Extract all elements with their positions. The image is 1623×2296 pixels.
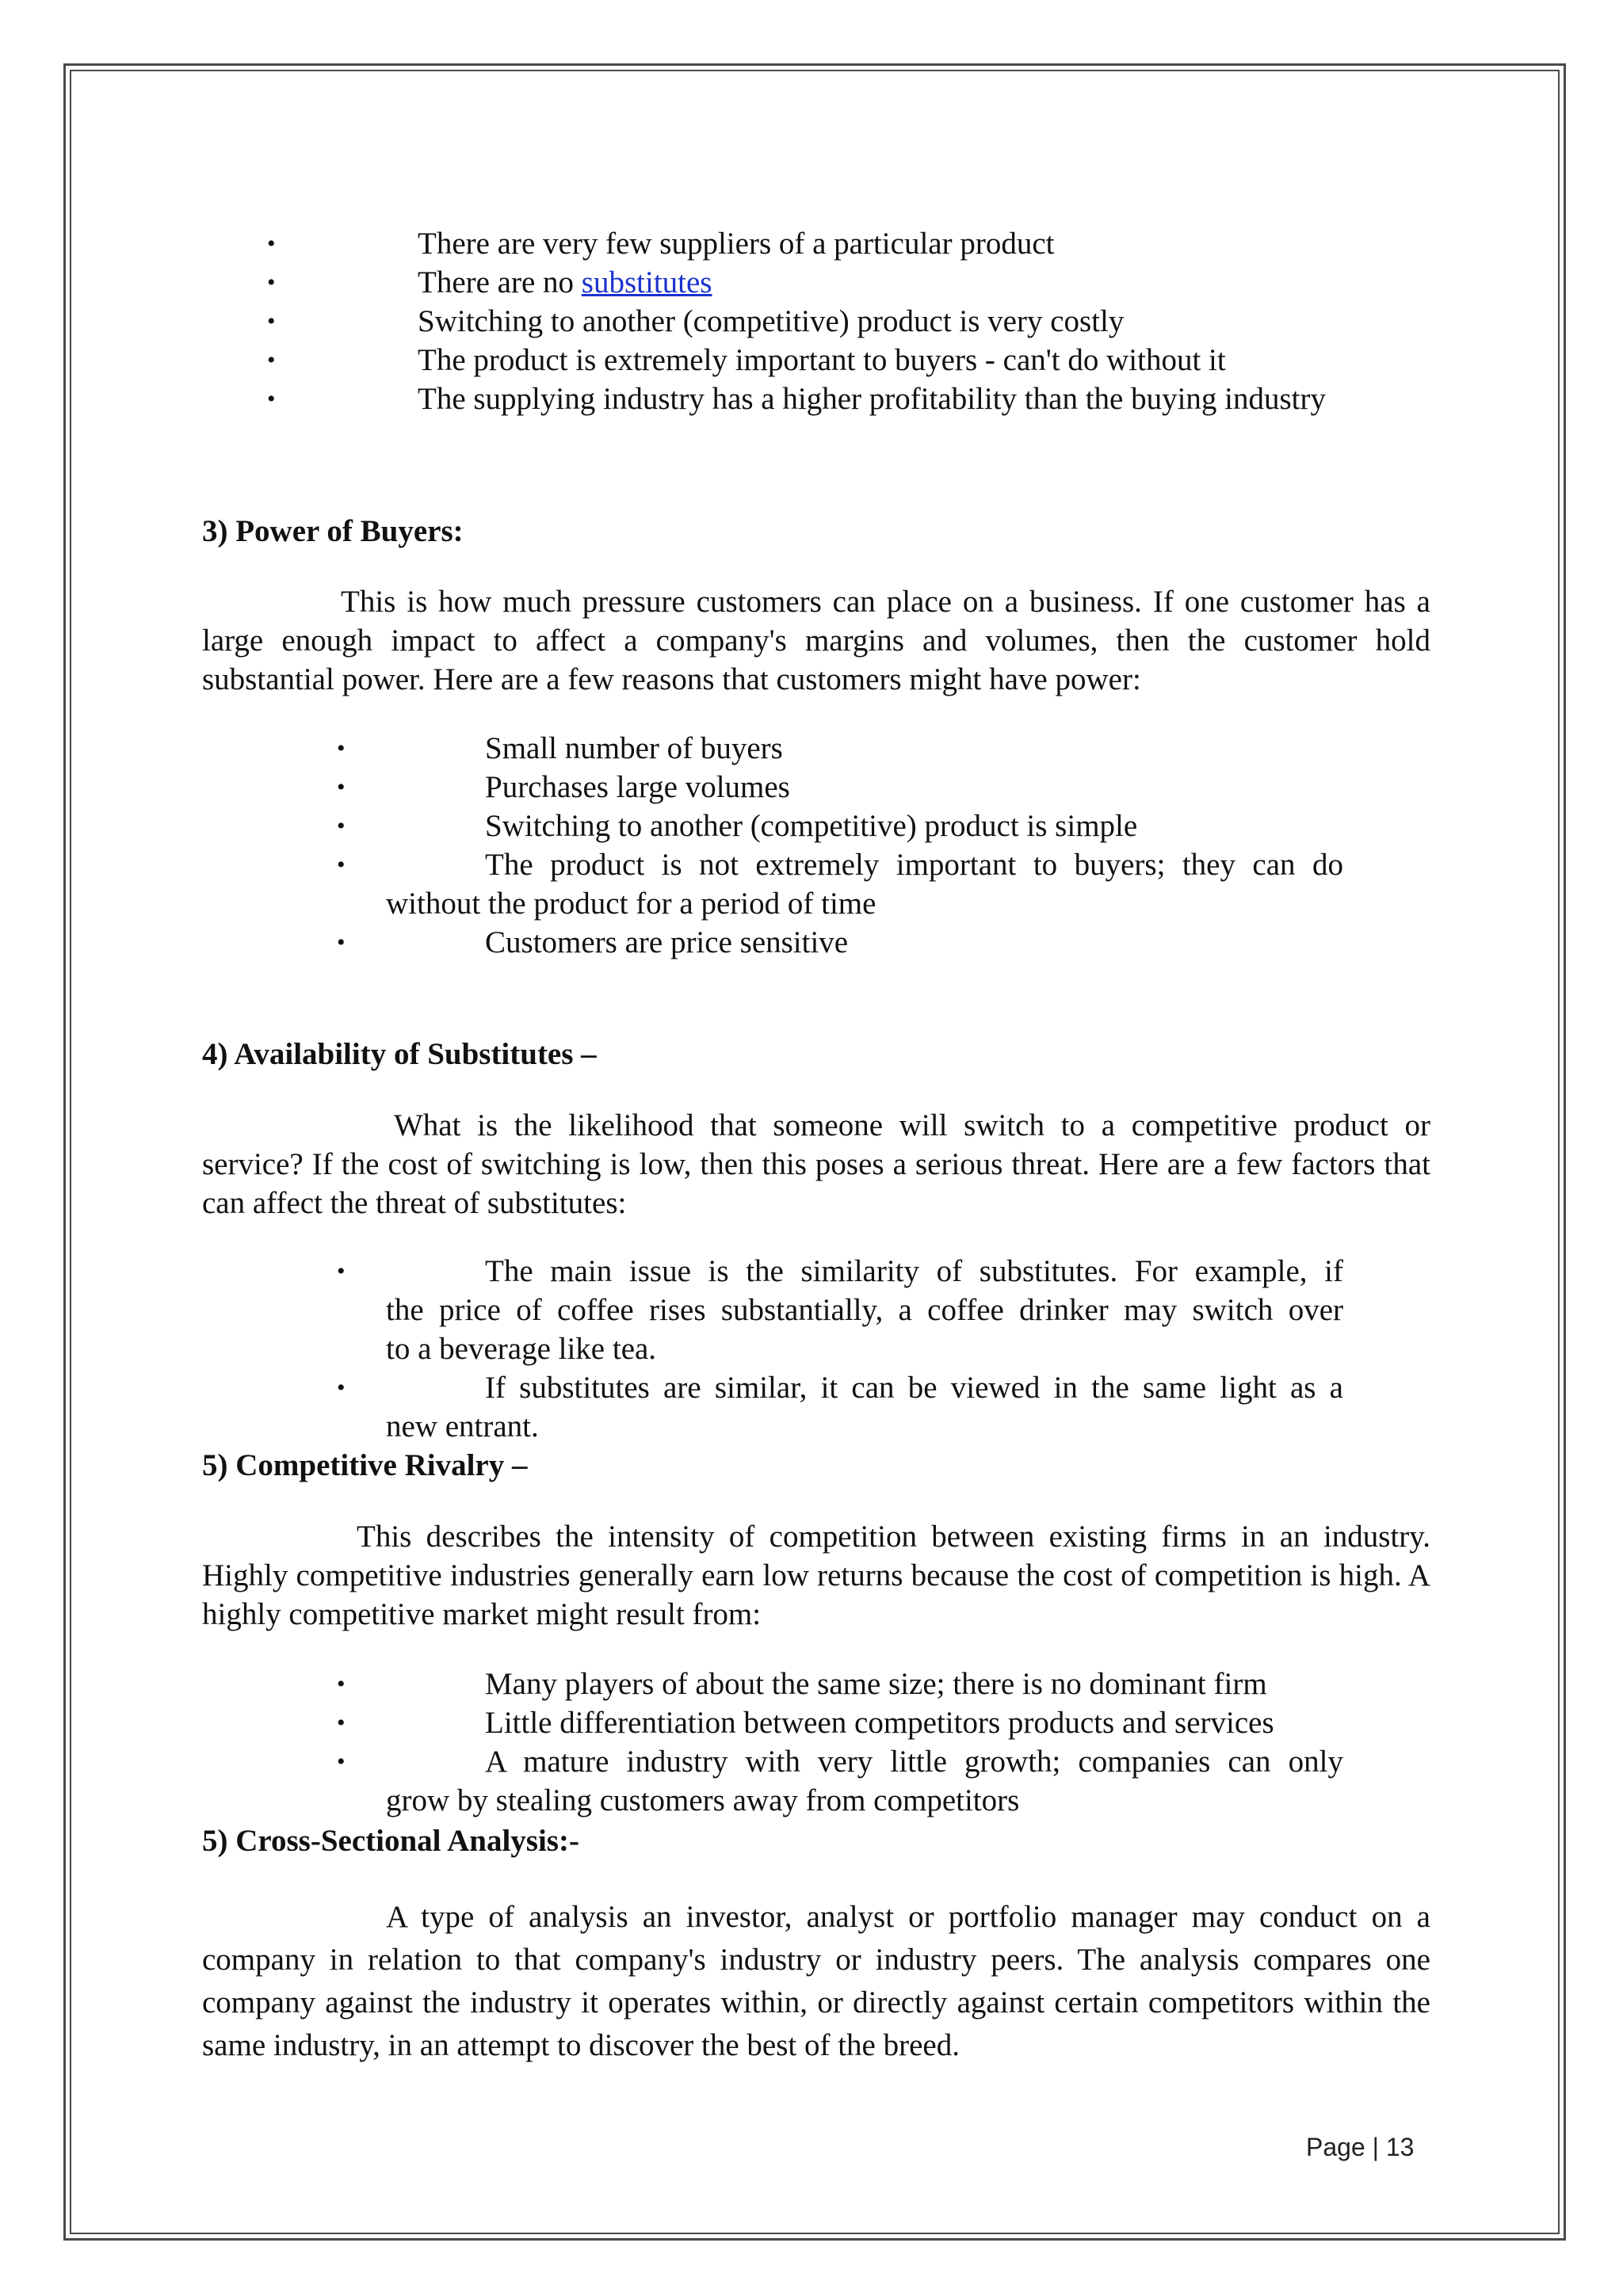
bullet-icon: • xyxy=(267,386,276,412)
list-item xyxy=(202,379,1470,418)
list-item-text: without the product for a period of time xyxy=(386,887,876,921)
list-item-text: A mature industry with very little growth; companies can only xyxy=(485,1745,1343,1779)
list-item-text: Customers are price sensitive xyxy=(485,925,849,959)
list-item-text: There are very few suppliers of a particular product xyxy=(418,227,1055,261)
list-item xyxy=(202,923,1343,962)
list-item xyxy=(202,263,1470,302)
list-item-text: The main issue is the similarity of substitutes. For example, if xyxy=(485,1254,1343,1288)
list-item-text: The supplying industry has a higher profitability than the buying industry xyxy=(418,382,1327,416)
list-item-text: Switching to another (competitive) product is simple xyxy=(485,809,1138,843)
list-item-text: The product is not extremely important to buyers; they can do xyxy=(485,848,1343,882)
list-item-text: Purchases large volumes xyxy=(485,770,790,804)
bullet-icon: • xyxy=(267,347,276,373)
rivalry-list xyxy=(202,1665,1343,1820)
bullet-icon: • xyxy=(337,1258,346,1284)
list-item xyxy=(202,1368,1343,1407)
list-item xyxy=(202,729,1343,768)
bullet-icon: • xyxy=(337,1710,346,1736)
list-item xyxy=(202,1252,1343,1291)
bullet-icon: • xyxy=(267,308,276,334)
list-item xyxy=(202,845,1343,884)
list-item xyxy=(202,1665,1343,1703)
bullet-icon: • xyxy=(267,269,276,296)
list-item xyxy=(202,768,1343,807)
list-item-text: The product is extremely important to buyers - can't do without it xyxy=(418,343,1226,377)
list-item-continuation xyxy=(202,1407,1343,1446)
section-paragraph-competitive-rivalry: This describes the intensity of competition between existing firms in an industry. Highly competitive industries generally earn low returns because the cost of competition is high. A highly competitive market might result from: xyxy=(202,1520,1430,1631)
section-paragraph-cross-sectional-analysis: A type of analysis an investor, analyst or portfolio manager may conduct on a company in relation to that company's industry or industry peers. The analysis compares one company against the industry it operates within, or directly against certain competitors within the same industry, in an attempt to discover the best of the breed. xyxy=(202,1900,1430,2062)
section-heading-cross-sectional-analysis: 5) Cross-Sectional Analysis:- xyxy=(202,1824,579,1858)
bullet-icon: • xyxy=(337,929,346,955)
list-item-text: Switching to another (competitive) product is very costly xyxy=(418,304,1125,338)
list-item-text: Little differentiation between competitors products and services xyxy=(485,1706,1274,1740)
list-item-text: new entrant. xyxy=(386,1409,539,1444)
list-item xyxy=(202,1742,1343,1781)
buyer-power-list xyxy=(202,729,1343,962)
supplier-power-list xyxy=(202,224,1470,418)
bullet-icon: • xyxy=(337,774,346,800)
section-paragraph-power-of-buyers: This is how much pressure customers can place on a business. If one customer has a large enough impact to affect a company's margins and volumes, then the customer hold substantial power. Here are a few reasons that customers might have power: xyxy=(202,585,1430,696)
list-item-continuation xyxy=(202,1781,1343,1820)
list-item-text: Many players of about the same size; there is no dominant firm xyxy=(485,1667,1267,1701)
list-item-text: to a beverage like tea. xyxy=(386,1332,657,1366)
bullet-icon: • xyxy=(337,1375,346,1401)
bullet-icon: • xyxy=(337,735,346,761)
list-item xyxy=(202,341,1470,379)
list-item-continuation xyxy=(202,884,1343,923)
section-paragraph-availability-of-substitutes: What is the likelihood that someone will switch to a competitive product or service? If the cost of switching is low, then this poses a serious threat. Here are a few factors that can affect the threat of substitutes: xyxy=(202,1108,1430,1220)
page-number: Page | 13 xyxy=(1306,2133,1415,2161)
list-item-text: Small number of buyers xyxy=(485,731,783,765)
section-heading-power-of-buyers: 3) Power of Buyers: xyxy=(202,514,464,548)
list-item-text: the price of coffee rises substantially, a coffee drinker may switch over xyxy=(386,1293,1343,1327)
section-heading-availability-of-substitutes: 4) Availability of Substitutes – xyxy=(202,1037,597,1071)
list-item-continuation xyxy=(202,1329,1343,1368)
bullet-icon: • xyxy=(267,231,276,257)
substitutes-list xyxy=(202,1252,1343,1446)
bullet-icon: • xyxy=(337,1671,346,1697)
list-item-text: If substitutes are similar, it can be viewed in the same light as a xyxy=(485,1371,1343,1405)
list-item-text: There are no xyxy=(418,265,582,299)
list-item xyxy=(202,1703,1343,1742)
bullet-icon: • xyxy=(337,852,346,878)
bullet-icon: • xyxy=(337,813,346,839)
list-item xyxy=(202,807,1343,845)
list-item-text: grow by stealing customers away from competitors xyxy=(386,1783,1020,1817)
bullet-icon: • xyxy=(337,1749,346,1775)
section-heading-competitive-rivalry: 5) Competitive Rivalry – xyxy=(202,1448,528,1482)
list-item xyxy=(202,302,1470,341)
substitutes-link[interactable]: substitutes xyxy=(581,265,712,299)
list-item xyxy=(202,224,1470,263)
list-item-continuation xyxy=(202,1291,1343,1329)
